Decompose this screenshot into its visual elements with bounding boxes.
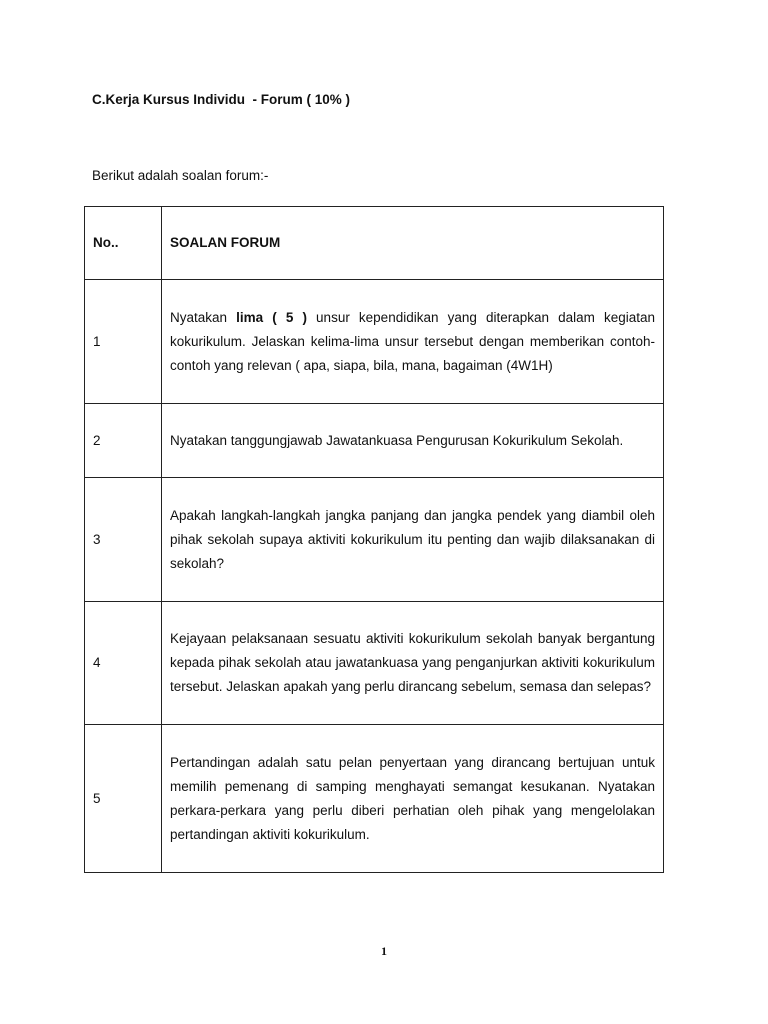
question-cell (162, 602, 664, 725)
question-text: Pertandingan adalah satu pelan penyertaan yang dirancang bertujuan untuk memilih pemenang di samping menghayati semangat kesukanan. Nyatakan perkara-perkara yang perlu diberi perhatian oleh pihak yang mengelolakan pertandingan aktiviti kokurikulum. (170, 754, 655, 842)
table-row (85, 404, 664, 478)
question-text: Kejayaan pelaksanaan sesuatu aktiviti kokurikulum sekolah banyak bergantung kepada pihak sekolah atau jawatankuasa yang penganjurkan aktiviti kokurikulum tersebut. Jelaskan apakah yang perlu dirancang sebelum, semasa dan selepas? (170, 631, 655, 694)
question-text (170, 306, 655, 378)
row-number: 3 (85, 478, 162, 602)
header-question: SOALAN FORUM (162, 207, 664, 280)
table-header-row (85, 207, 664, 280)
table-row (85, 602, 664, 725)
question-text: Nyatakan tanggungjawab Jawatankuasa Pengurusan Kokurikulum Sekolah. (170, 432, 624, 448)
forum-questions-table (84, 206, 664, 873)
question-cell (162, 404, 664, 478)
question-cell (162, 280, 664, 404)
row-number: 5 (85, 725, 162, 873)
question-lead: Nyatakan (170, 309, 237, 325)
row-number: 2 (85, 404, 162, 478)
question-text: Apakah langkah-langkah jangka panjang dan jangka pendek yang diambil oleh pihak sekolah supaya aktiviti kokurikulum itu penting dan wajib dilaksanakan di sekolah? (170, 507, 655, 571)
question-emphasis: lima ( 5 ) (236, 309, 307, 325)
intro-text: Berikut adalah soalan forum:- (92, 168, 269, 183)
row-number: 1 (85, 280, 162, 404)
section-heading: C.Kerja Kursus Individu - Forum ( 10% ) (92, 92, 351, 107)
question-cell (162, 725, 664, 873)
page-number: 1 (381, 944, 387, 958)
question-rest: unsur kependidikan yang diterapkan dalam kegiatan kokurikulum. Jelaskan kelima-lima unsur tersebut dengan memberikan contoh-contoh yang relevan ( apa, siapa, bila, mana, bagaiman (4W1H) (170, 309, 655, 373)
table-row (85, 280, 664, 404)
question-cell (162, 478, 664, 602)
header-no: No.. (85, 207, 162, 280)
table-row (85, 725, 664, 873)
table-row (85, 478, 664, 602)
row-number: 4 (85, 602, 162, 725)
